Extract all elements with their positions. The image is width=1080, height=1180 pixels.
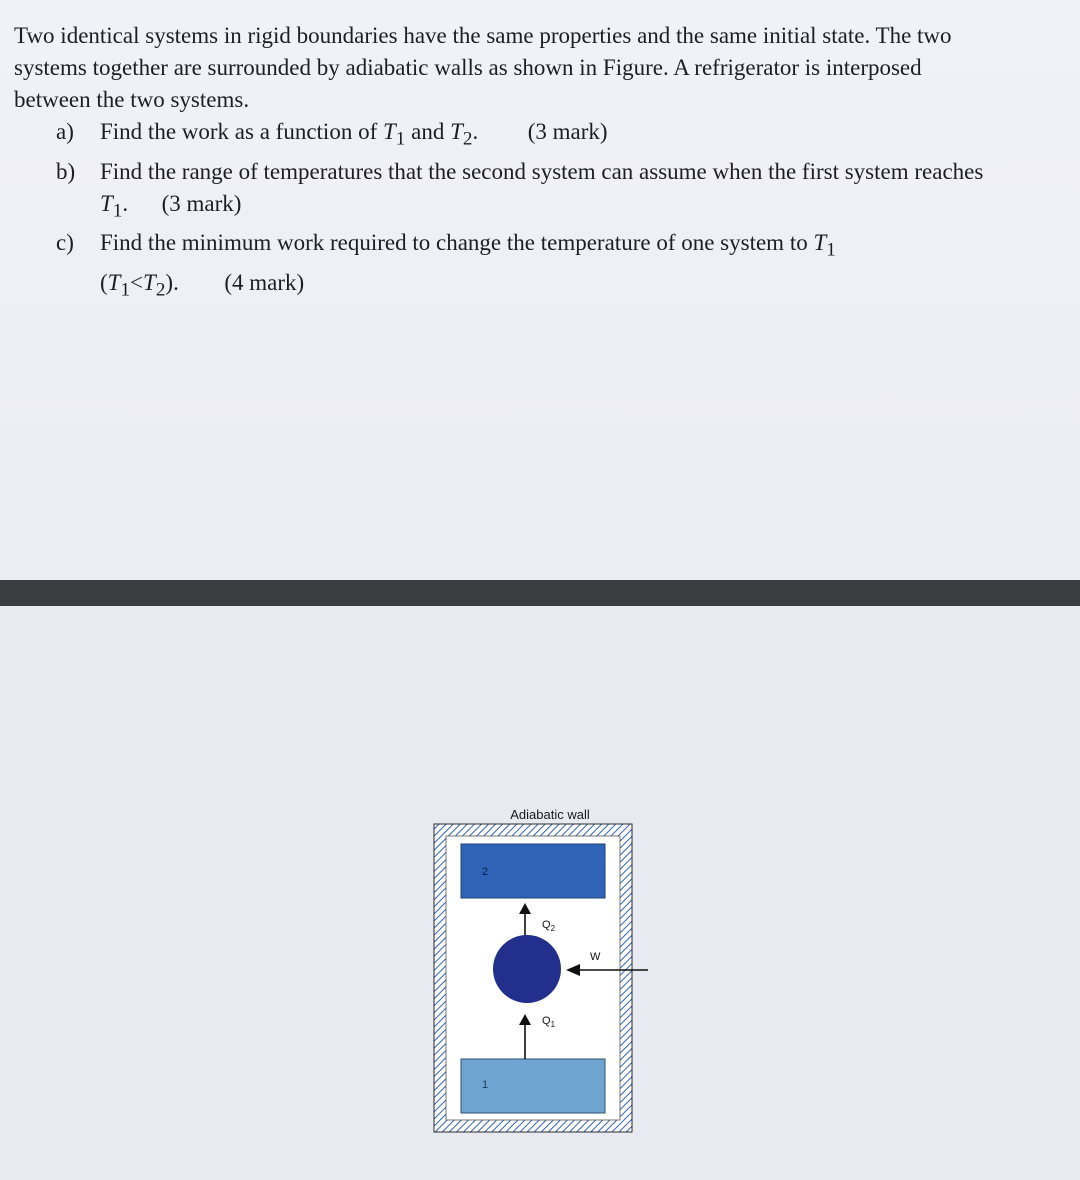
divider-band xyxy=(0,580,1080,606)
question-label: b) xyxy=(56,158,76,184)
question-mark: (4 mark) xyxy=(224,269,305,295)
question-text: Find the work as a function of $T_1$ and $T_2$. xyxy=(100,119,479,150)
question-label: a) xyxy=(56,119,74,144)
question-c xyxy=(56,227,999,306)
wall-label: Adiabatic wall xyxy=(510,807,590,822)
question-mark: (3 mark) xyxy=(527,119,608,144)
work-label: W xyxy=(590,951,601,963)
problem-intro: Two identical systems in rigid boundaries have the same properties and the same initial state. The two systems together are surrounded by adiabatic walls as shown in Figure. A refrigerator is interposed between the two systems. xyxy=(14,23,952,112)
question-text: Find the range of temperatures that the second system can assume when the first system reaches $T_1$. xyxy=(100,158,984,222)
question-label: c) xyxy=(56,230,74,256)
figure-svg xyxy=(420,800,660,1140)
system-1-label: 1 xyxy=(482,1079,489,1091)
heat-q1-label: $Q_1$ xyxy=(542,1015,556,1029)
refrigerator-circle xyxy=(493,935,561,1003)
question-a xyxy=(56,116,999,156)
heat-q2-label: $Q_2$ xyxy=(542,919,556,933)
system-2-label: 2 xyxy=(482,866,489,878)
problem-statement xyxy=(14,20,999,306)
figure-adiabatic-systems xyxy=(420,800,660,1140)
question-b xyxy=(56,156,999,228)
question-text: Find the minimum work required to change the temperature of one system to $T_1$ $(T_1<T_2)$. xyxy=(100,230,836,301)
question-mark: (3 mark) xyxy=(161,190,242,216)
